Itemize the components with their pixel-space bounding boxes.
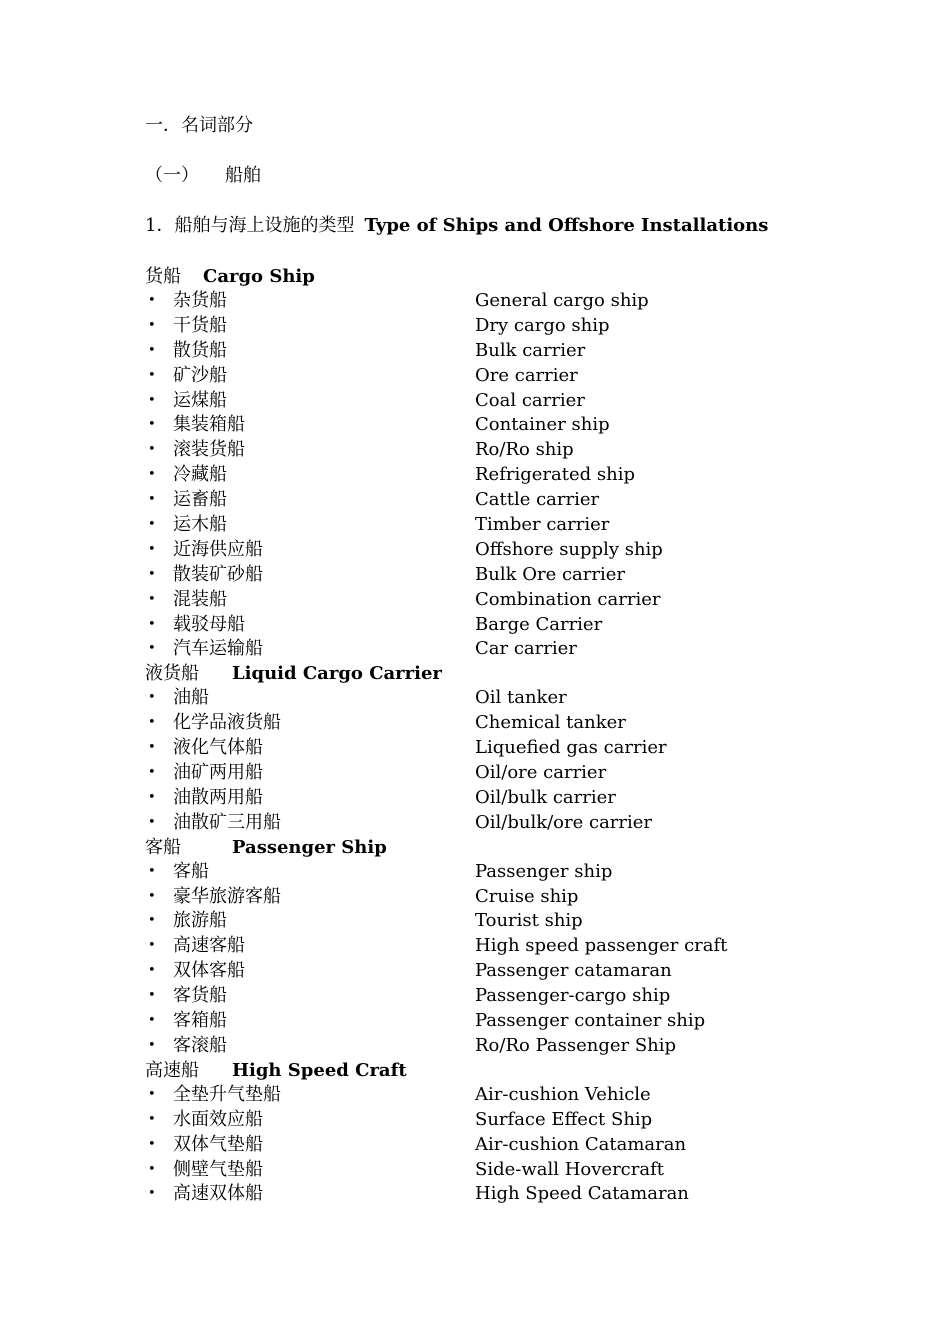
item-heading-zh: 1．船舶与海上设施的类型	[145, 215, 355, 236]
term-zh: 高速双体船	[173, 1183, 263, 1205]
term-zh: 混装船	[173, 588, 227, 610]
ship-type-list	[145, 265, 845, 1207]
category-zh: 货船	[145, 266, 181, 287]
list-item	[145, 860, 845, 885]
category-en: Cargo Ship	[203, 266, 315, 287]
bullet-icon: •	[148, 715, 156, 731]
bullet-icon: •	[148, 1136, 156, 1152]
list-item	[145, 885, 845, 910]
bullet-icon: •	[148, 913, 156, 929]
term-zh: 高速客船	[173, 935, 245, 957]
bullet-icon: •	[148, 616, 156, 632]
bullet-icon: •	[148, 1161, 156, 1177]
term-zh: 客货船	[173, 985, 227, 1007]
list-item	[145, 613, 845, 638]
term-en: Ore carrier	[475, 364, 578, 386]
bullet-icon: •	[148, 765, 156, 781]
list-item	[145, 637, 845, 662]
bullet-icon: •	[148, 417, 156, 433]
term-zh: 双体客船	[173, 960, 245, 982]
list-item	[145, 1108, 845, 1133]
bullet-icon: •	[148, 1086, 156, 1102]
term-zh: 散装矿砂船	[173, 563, 263, 585]
subsection-heading	[145, 165, 261, 187]
list-item	[145, 463, 845, 488]
bullet-icon: •	[148, 740, 156, 756]
term-en: Ro/Ro Passenger Ship	[475, 1034, 677, 1056]
list-item	[145, 364, 845, 389]
term-en: Liquefied gas carrier	[475, 737, 667, 759]
bullet-icon: •	[148, 293, 156, 308]
subsection-title: 船舶	[225, 165, 261, 186]
bullet-icon: •	[148, 938, 156, 954]
category-zh: 高速船	[145, 1059, 199, 1081]
bullet-icon: •	[148, 814, 156, 830]
category-heading	[145, 1059, 845, 1083]
term-en: Bulk carrier	[475, 339, 586, 361]
term-zh: 侧壁气垫船	[173, 1158, 263, 1180]
list-item	[145, 934, 845, 959]
list-item	[145, 711, 845, 736]
bullet-icon: •	[148, 1186, 156, 1202]
term-en: Offshore supply ship	[475, 538, 663, 560]
term-zh: 集装箱船	[173, 414, 245, 436]
list-item	[145, 1182, 845, 1207]
item-heading	[145, 215, 768, 237]
term-zh: 运木船	[173, 514, 227, 536]
bullet-icon: •	[148, 863, 156, 879]
term-zh: 液化气体船	[173, 737, 263, 759]
list-item	[145, 339, 845, 364]
bullet-icon: •	[148, 467, 156, 483]
term-zh: 散货船	[173, 339, 227, 361]
list-item	[145, 563, 845, 588]
term-zh: 油散矿三用船	[173, 811, 281, 833]
term-zh: 豪华旅游客船	[173, 885, 281, 907]
term-zh: 化学品液货船	[173, 712, 281, 734]
term-en: High Speed Catamaran	[475, 1183, 689, 1205]
category-en: High Speed Craft	[232, 1059, 407, 1081]
term-zh: 汽车运输船	[173, 638, 263, 660]
bullet-icon: •	[148, 1013, 156, 1029]
list-item	[145, 488, 845, 513]
bullet-icon: •	[148, 442, 156, 458]
term-en: Oil/ore carrier	[475, 762, 607, 784]
term-zh: 双体气垫船	[173, 1133, 263, 1155]
list-item	[145, 1158, 845, 1183]
term-zh: 旅游船	[173, 910, 227, 932]
list-item	[145, 909, 845, 934]
list-item	[145, 1009, 845, 1034]
term-zh: 干货船	[173, 314, 227, 336]
list-item	[145, 786, 845, 811]
category-zh: 液货船	[145, 663, 199, 685]
subsection-number: （一）	[145, 165, 199, 186]
term-zh: 油矿两用船	[173, 762, 263, 784]
category-heading	[145, 836, 845, 860]
bullet-icon: •	[148, 1111, 156, 1127]
term-en: Oil/bulk carrier	[475, 786, 616, 808]
item-heading-en: Type of Ships and Offshore Installations	[364, 215, 769, 236]
bullet-icon: •	[148, 963, 156, 979]
bullet-icon: •	[148, 988, 156, 1004]
term-zh: 油船	[173, 687, 209, 709]
term-en: High speed passenger craft	[475, 935, 728, 957]
bullet-icon: •	[148, 367, 156, 383]
bullet-icon: •	[148, 888, 156, 904]
term-en: Car carrier	[475, 638, 577, 660]
term-en: Barge Carrier	[475, 613, 603, 635]
bullet-icon: •	[148, 591, 156, 607]
term-en: Oil tanker	[475, 687, 567, 709]
term-en: Passenger ship	[475, 860, 613, 882]
section-heading	[145, 115, 253, 137]
bullet-icon: •	[148, 517, 156, 533]
category-heading	[145, 662, 845, 686]
term-en: Bulk Ore carrier	[475, 563, 625, 585]
term-en: Passenger-cargo ship	[475, 985, 671, 1007]
bullet-icon: •	[148, 317, 156, 333]
list-item	[145, 413, 845, 438]
term-en: Combination carrier	[475, 588, 661, 610]
category-zh: 客船	[145, 836, 181, 858]
term-en: Refrigerated ship	[475, 464, 635, 486]
term-zh: 运畜船	[173, 489, 227, 511]
term-en: Chemical tanker	[475, 712, 626, 734]
term-en: Passenger catamaran	[475, 960, 672, 982]
term-zh: 客船	[173, 860, 209, 882]
list-item	[145, 811, 845, 836]
term-en: Passenger container ship	[475, 1010, 706, 1032]
bullet-icon: •	[148, 1037, 156, 1053]
section-heading-text: 一．名词部分	[145, 115, 253, 136]
bullet-icon: •	[148, 492, 156, 508]
term-en: Oil/bulk/ore carrier	[475, 811, 653, 833]
category-en: Liquid Cargo Carrier	[232, 663, 442, 685]
term-zh: 冷藏船	[173, 464, 227, 486]
category-en: Passenger Ship	[232, 836, 387, 858]
bullet-icon: •	[148, 566, 156, 582]
term-en: Air-cushion Vehicle	[475, 1083, 651, 1105]
bullet-icon: •	[148, 392, 156, 408]
term-en: General cargo ship	[475, 290, 649, 311]
term-en: Cruise ship	[475, 885, 579, 907]
term-zh: 杂货船	[173, 290, 227, 311]
term-en: Ro/Ro ship	[475, 439, 574, 461]
term-zh: 矿沙船	[173, 364, 227, 386]
term-en: Air-cushion Catamaran	[475, 1133, 687, 1155]
term-en: Dry cargo ship	[475, 314, 610, 336]
list-item	[145, 314, 845, 339]
bullet-icon: •	[148, 541, 156, 557]
term-zh: 油散两用船	[173, 786, 263, 808]
list-item	[145, 588, 845, 613]
bullet-icon: •	[148, 641, 156, 657]
list-item	[145, 761, 845, 786]
term-zh: 水面效应船	[173, 1108, 263, 1130]
list-item	[145, 513, 845, 538]
term-en: Tourist ship	[475, 910, 583, 932]
bullet-icon: •	[148, 690, 156, 706]
list-item	[145, 1083, 845, 1108]
term-zh: 滚装货船	[173, 439, 245, 461]
list-item	[145, 686, 845, 711]
term-zh: 全垫升气垫船	[173, 1083, 281, 1105]
list-item	[145, 984, 845, 1009]
bullet-icon: •	[148, 342, 156, 358]
list-item	[145, 1034, 845, 1059]
term-en: Coal carrier	[475, 389, 585, 411]
list-item	[145, 1133, 845, 1158]
term-en: Cattle carrier	[475, 489, 600, 511]
category-heading	[145, 265, 845, 289]
term-zh: 客箱船	[173, 1010, 227, 1032]
term-en: Timber carrier	[475, 514, 610, 536]
list-item	[145, 959, 845, 984]
list-item	[145, 438, 845, 463]
list-item	[145, 538, 845, 563]
list-item	[145, 389, 845, 414]
term-en: Side-wall Hovercraft	[475, 1158, 664, 1180]
term-zh: 载驳母船	[173, 613, 245, 635]
term-zh: 客滚船	[173, 1034, 227, 1056]
term-zh: 近海供应船	[173, 538, 263, 560]
term-en: Container ship	[475, 414, 610, 436]
list-item	[145, 736, 845, 761]
term-zh: 运煤船	[173, 389, 227, 411]
list-item	[145, 289, 845, 314]
bullet-icon: •	[148, 789, 156, 805]
term-en: Surface Effect Ship	[475, 1108, 653, 1130]
